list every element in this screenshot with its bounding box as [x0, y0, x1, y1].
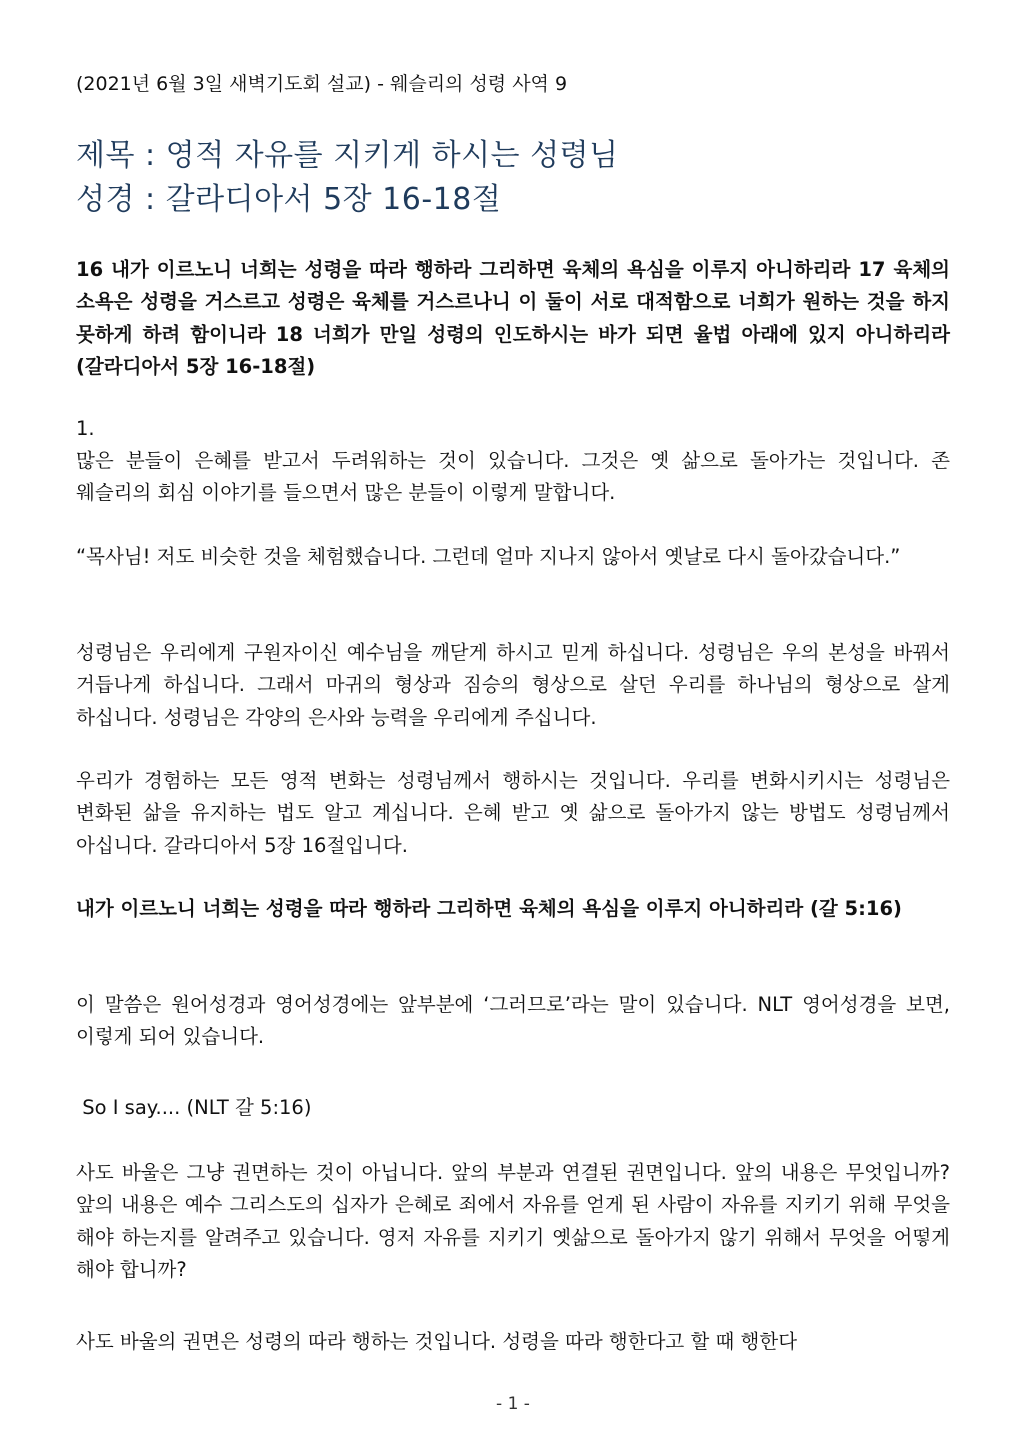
paragraph-8: 사도 바울은 그냥 권면하는 것이 아닙니다. 앞의 부분과 연결된 권면입니다. 앞의 내용은 무엇입니까? 앞의 내용은 예수 그리스도의 십자가 은혜로 죄에서 자유를 얻게 된 사람이 자유를 지키기 위해 무엇을 해야 하는지를 알려주고 있습니다. 영저 자유를 지키기 옛삶으로 돌아가지 않기 위해서 무엇을 어떻게 해야 합니까? — [76, 1161, 950, 1281]
paragraph-9: 사도 바울의 권면은 성령의 따라 행하는 것입니다. 성령을 따라 행한다고 할 때 행한다 — [76, 1330, 798, 1353]
page-number: - 1 - — [496, 1394, 530, 1414]
paragraph-2-quote: “목사님! 저도 비슷한 것을 체험했습니다. 그런데 얼마 지나지 않아서 옛날로 다시 돌아갔습니다.” — [76, 545, 901, 568]
scripture-reference: 성경 : 갈라디아서 5장 16-18절 — [76, 182, 502, 217]
document-page — [76, 0, 950, 1449]
sermon-title: 제목 : 영적 자유를 지키게 하시는 성령님 — [76, 138, 619, 173]
paragraph-4: 우리가 경험하는 모든 영적 변화는 성령님께서 행하시는 것입니다. 우리를 변화시키시는 성령님은 변화된 삶을 유지하는 법도 알고 계십니다. 은혜 받고 옛 삶으로 돌아가지 않는 방법도 성령님께서 아십니다. 갈라디아서 5장 16절입니다. — [76, 769, 950, 857]
title-block — [76, 134, 619, 222]
paragraph-1: 많은 분들이 은혜를 받고서 두려워하는 것이 있습니다. 그것은 옛 삶으로 돌아가는 것입니다. 존 웨슬리의 회심 이야기를 들으면서 많은 분들이 이렇게 말합니다. — [76, 449, 950, 505]
paragraph-6: 이 말씀은 원어성경과 영어성경에는 앞부분에 ‘그러므로’라는 말이 있습니다. NLT 영어성경을 보면, 이렇게 되어 있습니다. — [76, 993, 950, 1049]
scripture-passage: 16 내가 이르노니 너희는 성령을 따라 행하라 그리하면 육체의 욕심을 이루지 아니하리라 17 육체의 소욕은 성령을 거스르고 성령은 육체를 거스르나니 이 둘이 서로 대적함으로 너희가 원하는 것을 하지 못하게 하려 함이니라 18 너희가 만일 성령의 인도하시는 바가 되면 율법 아래에 있지 아니하리라 (갈라디아서 5장 16-18절) — [76, 258, 950, 378]
paragraph-7-english: So I say.... (NLT 갈 5:16) — [76, 1096, 312, 1119]
section-number: 1. — [76, 417, 95, 440]
paragraph-3: 성령님은 우리에게 구원자이신 예수님을 깨닫게 하시고 믿게 하십니다. 성령님은 우의 본성을 바꿔서 거듭나게 하십니다. 그래서 마귀의 형상과 짐승의 형상으로 살던 우리를 하나님의 형상으로 살게 하십니다. 성령님은 각양의 은사와 능력을 우리에게 주십니다. — [76, 641, 950, 729]
paragraph-5-verse: 내가 이르노니 너희는 성령을 따라 행하라 그리하면 육체의 욕심을 이루지 아니하리라 (갈 5:16) — [76, 897, 902, 920]
sermon-header: (2021년 6월 3일 새벽기도회 설교) - 웨슬리의 성령 사역 9 — [76, 73, 568, 95]
